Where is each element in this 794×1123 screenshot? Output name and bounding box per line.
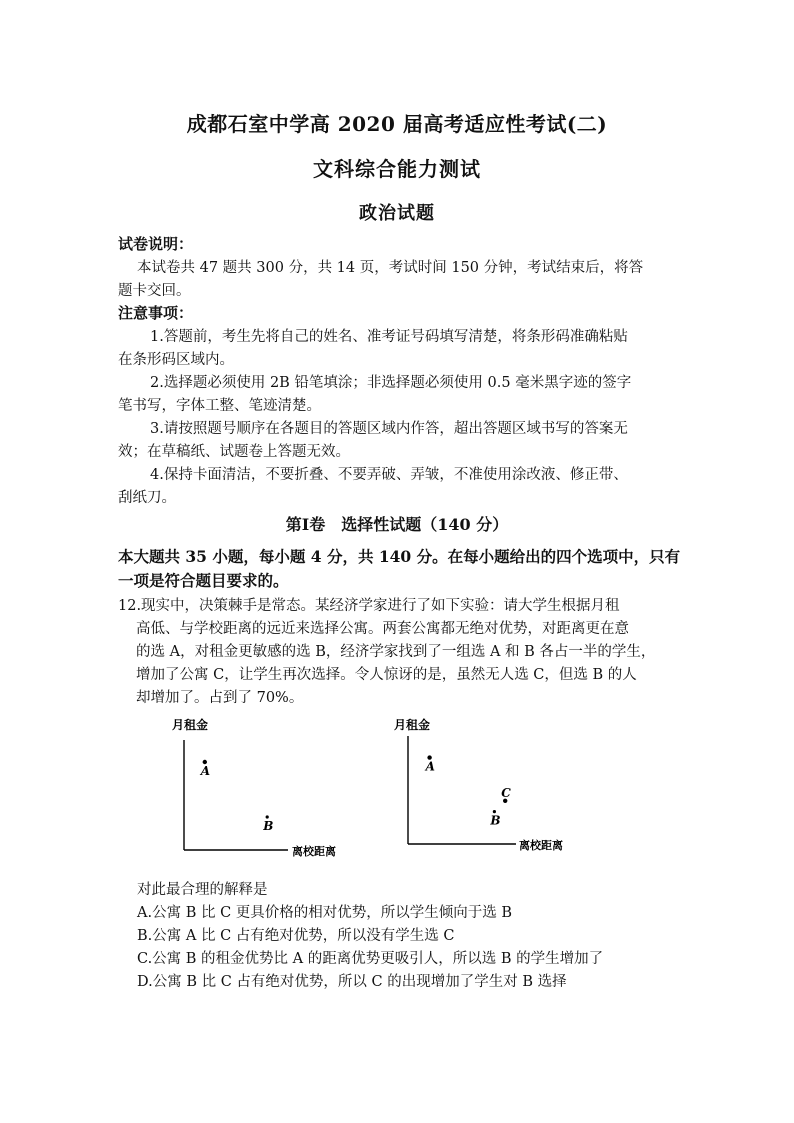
option-b: B.公寓 A 比 C 占有绝对优势，所以没有学生选 C (137, 928, 455, 944)
notes-line: 刮纸刀。 (118, 490, 176, 506)
question-stem: 12.现实中，决策棘手是常态。某经济学家进行了如下实验：请大学生根据月租 (118, 598, 620, 614)
notes-heading: 注意事项： (118, 304, 194, 322)
notes-line: 1.答题前，考生先将自己的姓名、准考证号码填写清楚，将条形码准确粘贴 (150, 329, 628, 345)
y-axis-label: 月租金 (172, 718, 209, 732)
point-label-a: A (425, 759, 435, 774)
section-desc: 本大题共 35 小题，每小题 4 分，共 140 分。在每小题给出的四个选项中，只有 (118, 547, 681, 566)
instructions-line: 题卡交回。 (118, 283, 191, 299)
exam-title: 成都石室中学高 2020 届高考适应性考试(二) (186, 112, 608, 136)
notes-line: 2.选择题必须使用 2B 铅笔填涂；非选择题必须使用 0.5 毫米黑字迹的签字 (150, 375, 632, 391)
point-label-a: A (200, 764, 211, 778)
option-d: D.公寓 B 比 C 占有绝对优势，所以 C 的出现增加了学生对 B 选择 (137, 974, 567, 990)
section-desc: 一项是符合题目要求的。 (118, 571, 289, 590)
instructions-heading: 试卷说明： (118, 235, 194, 253)
x-axis-label: 离校距离 (519, 839, 563, 852)
exam-subtitle: 文科综合能力测试 (313, 157, 481, 181)
notes-line: 3.请按照题号顺序在各题目的答题区域内作答，超出答题区域书写的答案无 (150, 421, 628, 437)
subject-title: 政治试题 (359, 203, 435, 224)
instructions-line: 本试卷共 47 题共 300 分，共 14 页，考试时间 150 分钟，考试结束后，将答 (137, 260, 644, 276)
option-c: C.公寓 B 的租金优势比 A 的距离优势更吸引人，所以选 B 的学生增加了 (137, 951, 604, 967)
question-stem: 的选 A，对租金更敏感的选 B，经济学家找到了一组选 A 和 B 各占一半的学生， (136, 644, 656, 660)
section-title: 第Ⅰ卷 选择性试题（140 分） (285, 515, 509, 534)
point-label-c: C (501, 785, 511, 800)
option-a: A.公寓 B 比 C 更具价格的相对优势，所以学生倾向于选 B (137, 905, 513, 921)
notes-line: 笔书写，字体工整、笔迹清楚。 (118, 398, 321, 414)
figure-chart-left (150, 712, 350, 860)
question-prompt: 对此最合理的解释是 (137, 882, 268, 898)
point-label-b: B (490, 813, 501, 828)
notes-line: 4.保持卡面清洁，不要折叠、不要弄破、弄皱，不准使用涂改液、修正带、 (150, 467, 628, 483)
question-stem: 却增加了。占到了 70%。 (136, 690, 304, 706)
notes-line: 在条形码区域内。 (118, 352, 234, 368)
point-label-b: B (263, 819, 274, 833)
figure-chart-right (378, 712, 578, 860)
x-axis-label: 离校距离 (292, 845, 336, 858)
question-stem: 增加了公寓 C，让学生再次选择。令人惊讶的是，虽然无人选 C，但选 B 的人 (136, 667, 637, 683)
notes-line: 效；在草稿纸、试题卷上答题无效。 (118, 444, 350, 460)
y-axis-label: 月租金 (394, 718, 431, 732)
question-stem: 高低、与学校距离的远近来选择公寓。两套公寓都无绝对优势，对距离更在意 (136, 621, 629, 637)
